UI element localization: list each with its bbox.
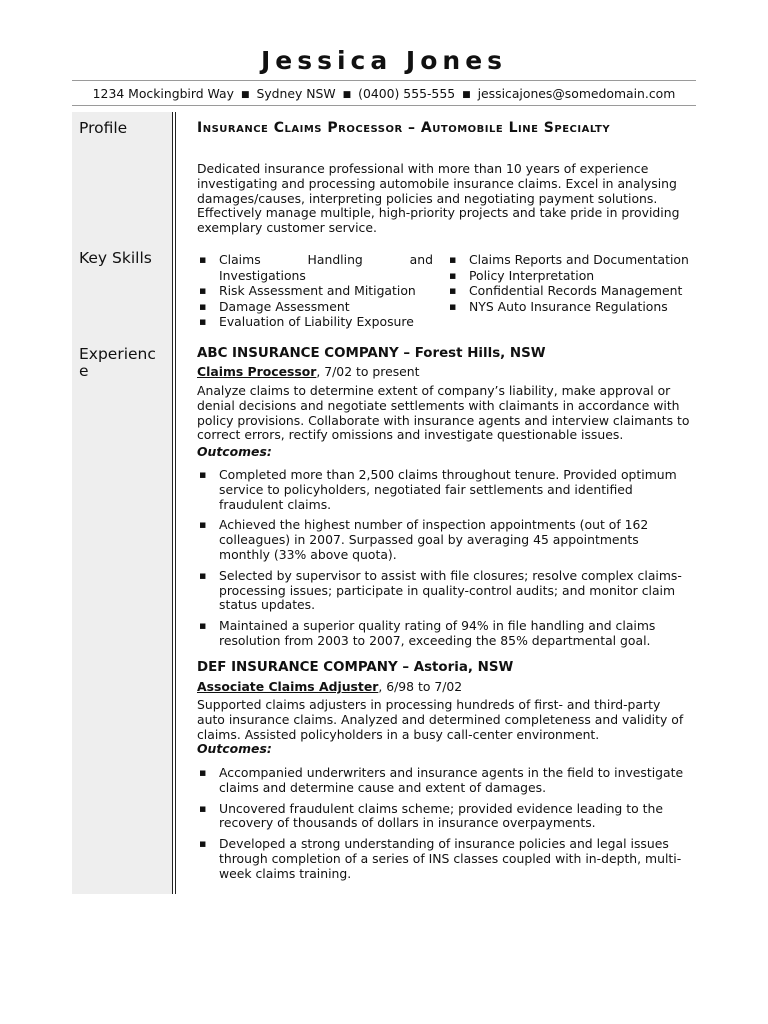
section-label-experience (79, 346, 156, 380)
job-2-role: Associate Claims Adjuster (197, 679, 379, 694)
bullet-separator: ■ (240, 90, 250, 100)
outcome-item: ▪ Completed more than 2,500 claims throughout tenure. Provided optimum service to policyholders, negotiated fair settlements and identified fraudulent claims. (197, 468, 691, 512)
job-2-outcomes-list (197, 766, 691, 888)
job-1-role: Claims Processor (197, 364, 317, 379)
skill-item: ▪ Claims Handling and Investigations (197, 252, 433, 283)
column-divider-line (175, 112, 176, 894)
skill-item: ▪ Damage Assessment (197, 299, 433, 315)
contact-email: jessicajones@somedomain.com (477, 86, 676, 101)
outcome-item: ▪ Developed a strong understanding of insurance policies and legal issues through completion of a series of INS classes coupled with in-depth, multi-week claims training. (197, 837, 691, 881)
outcome-item: ▪ Achieved the highest number of inspection appointments (out of 162 colleagues) in 2007. Surpassed goal by averaging 45 appointments monthly (33% above quota). (197, 518, 691, 562)
outcome-item: ▪ Uncovered fraudulent claims scheme; provided evidence leading to the recovery of thousands of dollars in insurance overpayments. (197, 802, 691, 832)
contact-phone: (0400) 555-555 (358, 86, 456, 101)
skill-item: ▪ NYS Auto Insurance Regulations (447, 299, 695, 315)
contact-line (72, 86, 696, 101)
column-divider-line (172, 112, 173, 894)
skill-item: ▪ Claims Reports and Documentation (447, 252, 695, 268)
job-1-company: ABC INSURANCE COMPANY – Forest Hills, NSW (197, 346, 546, 361)
section-label-key-skills: Key Skills (79, 249, 152, 267)
section-label-experience-line1: Experienc (79, 345, 156, 363)
section-label-experience-line2: e (79, 362, 89, 380)
bullet-separator: ■ (342, 90, 352, 100)
profile-summary: Dedicated insurance professional with more than 10 years of experience investigating and processing automobile insurance claims. Excel in analysing damages/causes, interpreting policies and negotiating payment solutions. Effectively manage multiple, high-priority projects and take pride in providing exemplary customer service. (197, 161, 680, 236)
outcome-item: ▪ Accompanied underwriters and insurance agents in the field to investigate claims and determine cause and extent of damages. (197, 766, 691, 796)
header-rule-bottom (72, 105, 696, 106)
header-rule-top (72, 80, 696, 81)
resume-name: Jessica Jones (260, 46, 508, 75)
skill-item: ▪ Policy Interpretation (447, 268, 695, 284)
skill-item: ▪ Evaluation of Liability Exposure (197, 314, 433, 330)
job-2-outcomes-label: Outcomes: (197, 741, 272, 756)
left-column-band (72, 112, 172, 894)
skills-list-left (197, 252, 433, 330)
contact-address: 1234 Mockingbird Way (92, 86, 234, 101)
outcome-item: ▪ Maintained a superior quality rating of 94% in file handling and claims resolution from 2003 to 2007, exceeding the 85% departmental goal. (197, 619, 691, 649)
job-1-dates: , 7/02 to present (316, 364, 420, 379)
outcome-item: ▪ Selected by supervisor to assist with file closures; resolve complex claims-processing issues; participate in quality-control audits; and monitor claim status updates. (197, 569, 691, 613)
profile-title: Insurance Claims Processor – Automobile Line Specialty (197, 120, 611, 136)
job-1-role-line (197, 364, 420, 379)
skills-list-right (447, 252, 695, 314)
job-2-description: Supported claims adjusters in processing hundreds of first- and third-party auto insurance claims. Analyzed and determined completeness and validity of claims. Assisted policyholders in a busy call-center environment. (197, 697, 684, 742)
section-label-profile: Profile (79, 119, 128, 137)
job-1-outcomes-list (197, 468, 691, 655)
job-1-description: Analyze claims to determine extent of company’s liability, make approval or denial decisions and negotiate settlements with claimants in accordance with policy provisions. Collaborate with insurance agents and interview claimants to correct errors, rectify omissions and investigate questionable issues. (197, 383, 690, 443)
job-2-company: DEF INSURANCE COMPANY – Astoria, NSW (197, 660, 514, 675)
job-2-dates: , 6/98 to 7/02 (378, 679, 463, 694)
skill-item: ▪ Risk Assessment and Mitigation (197, 283, 433, 299)
job-2-role-line (197, 679, 462, 694)
bullet-separator: ■ (462, 90, 471, 100)
skill-item: ▪ Confidential Records Management (447, 283, 695, 299)
job-1-outcomes-label: Outcomes: (197, 444, 272, 459)
contact-city: Sydney NSW (256, 86, 336, 101)
